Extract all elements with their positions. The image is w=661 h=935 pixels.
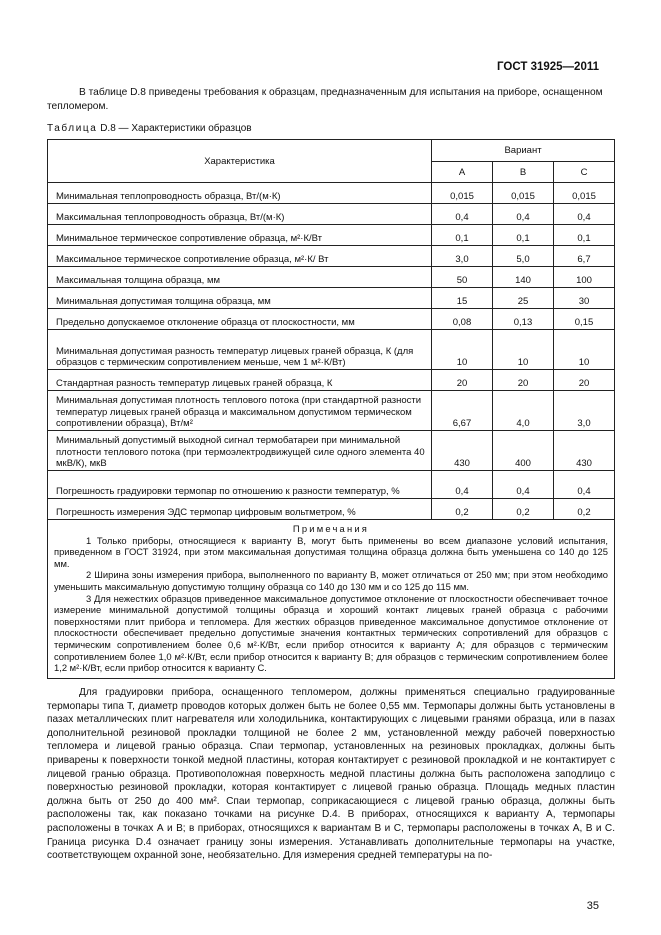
row-label: Предельно допускаемое отклонение образца от плоскостности, мм <box>48 309 432 330</box>
row-value-b: 4,0 <box>493 391 554 431</box>
row-value-c: 3,0 <box>554 391 615 431</box>
document-header: ГОСТ 31925—2011 <box>497 61 599 73</box>
row-value-a: 0,2 <box>432 499 493 520</box>
row-value-a: 6,67 <box>432 391 493 431</box>
body-text: Для градуировки прибора, оснащенного тепломером, должны применяться специально градуированные термопары типа T, диаметр проводов которых должен быть не более 0,55 мм. Термопары должны быть установлены в пазах металлических плит нагревателя или холодильника, контактирующих с лицевыми гранями образца, или в пазах дополнительной резиновой прокладки толщиной не более 2 мм, установленной между рабочей поверхностью тепломера и лицевой гранью образца. Спаи термопар, установленных на резиновых прокладках, должны быть приварены к поверхности тонкой медной пластины, которая контактирует с резиновой прокладкой и не контактирует с лицевой гранью образца. Противоположная поверхность медной пластины должна быть расположена заподлицо с поверхностью резиновой прокладки, которая контактирует с лицевой гранью образца. Площадь медных пластин должна быть от 250 до 400 мм². Спаи термопар, соприкасающиеся с лицевой гранью образца, должны быть расположены так, как показано точками на рисунке D.4. В приборах, относящихся к варианту А, термопары расположены в точках А и В; в приборах, относящихся к вариантам В и С, термопары расположены в точках А, В и С. Граница рисунка D.4 означает границу зоны измерения. Устанавливать дополнительные термопары на участке, соответствующем охранной зоне, необязательно. Для измерения средней температуры на по- <box>47 687 615 862</box>
row-value-b: 5,0 <box>493 246 554 267</box>
row-label: Минимальная теплопроводность образца, Вт/(м·К) <box>48 183 432 204</box>
row-value-c: 100 <box>554 267 615 288</box>
row-value-a: 3,0 <box>432 246 493 267</box>
row-value-a: 0,08 <box>432 309 493 330</box>
row-value-b: 0,1 <box>493 225 554 246</box>
row-value-b: 10 <box>493 330 554 370</box>
row-label: Минимальная допустимая толщина образца, мм <box>48 288 432 309</box>
row-value-b: 0,015 <box>493 183 554 204</box>
row-value-a: 0,1 <box>432 225 493 246</box>
table-row <box>48 330 615 370</box>
intro-paragraph: В таблице D.8 приведены требования к образцам, предназначенным для испытания на приборе, оснащенном тепломером. <box>47 87 603 112</box>
row-label: Погрешность градуировки термопар по отношению к разности температур, % <box>48 471 432 499</box>
row-value-b: 0,4 <box>493 471 554 499</box>
note-1: 1 Только приборы, относящиеся к варианту В, могут быть применены во всем диапазоне условий испытания, приведенном в ГОСТ 31924, при этом максимальная допустимая толщина образца должна быть уменьшена со 140 до 125 мм. <box>54 534 608 569</box>
table-caption-label: Таблица <box>47 123 98 134</box>
table-row <box>48 471 615 499</box>
row-label: Погрешность измерения ЭДС термопар цифровым вольтметром, % <box>48 499 432 520</box>
row-value-b: 20 <box>493 370 554 391</box>
table-body <box>48 183 615 520</box>
row-value-a: 430 <box>432 431 493 471</box>
row-value-c: 0,2 <box>554 499 615 520</box>
body-paragraph <box>47 686 615 863</box>
row-value-c: 6,7 <box>554 246 615 267</box>
row-value-c: 0,1 <box>554 225 615 246</box>
table-row <box>48 288 615 309</box>
page-number: 35 <box>586 900 599 912</box>
table-row <box>48 225 615 246</box>
row-label: Минимальный допустимый выходной сигнал термобатареи при минимальной плотности теплового потока (при термоэлектродвижущей силе одного элемента 40 мкВ/К), мкВ <box>48 431 432 471</box>
col-header-characteristic: Характеристика <box>48 140 432 183</box>
characteristics-table <box>47 139 615 679</box>
row-value-b: 140 <box>493 267 554 288</box>
notes-row <box>48 520 615 679</box>
table-caption-text: D.8 — Характеристики образцов <box>97 123 252 134</box>
table-row <box>48 499 615 520</box>
row-label: Максимальная толщина образца, мм <box>48 267 432 288</box>
row-value-a: 15 <box>432 288 493 309</box>
row-value-b: 0,2 <box>493 499 554 520</box>
table-row <box>48 267 615 288</box>
row-value-c: 0,4 <box>554 204 615 225</box>
row-label: Минимальная допустимая разность температур лицевых граней образца, К (для образцов с термическим сопротивлением меньше, чем 1 м²·К/Вт) <box>48 330 432 370</box>
row-value-a: 10 <box>432 330 493 370</box>
row-value-a: 0,015 <box>432 183 493 204</box>
row-value-b: 0,4 <box>493 204 554 225</box>
row-value-c: 30 <box>554 288 615 309</box>
notes-title: Примечания <box>292 523 370 534</box>
col-header-variant: Вариант <box>432 140 615 162</box>
table-notes <box>48 520 615 679</box>
table-row <box>48 246 615 267</box>
row-value-b: 0,13 <box>493 309 554 330</box>
table-head-row <box>48 140 615 162</box>
row-value-c: 430 <box>554 431 615 471</box>
row-value-a: 20 <box>432 370 493 391</box>
table-row <box>48 431 615 471</box>
row-value-b: 400 <box>493 431 554 471</box>
row-value-c: 0,4 <box>554 471 615 499</box>
variant-a-header: А <box>432 162 493 183</box>
note-3: 3 Для нежестких образцов приведенное максимальное допустимое отклонение от плоскостности обеспечивает точное измерение минимальной допустимой толщины образца и хороший контакт лицевых граней образца с рабочими поверхностями плит прибора и тепломера. Для жестких образцов приведенное максимальное допустимое отклонение от плоскостности обеспечивает предельно допустимые значения контактных термических сопротивлений для образцов с термическим сопротивлением более 0,6 м²·К/Вт, если прибор относится к варианту А; для образцов с термическим сопротивлением более 1,0 м²·К/Вт, если прибор относится к варианту В; для образцов с термическим сопротивлением более 1,2 м²·К/Вт, если прибор относится к варианту С. <box>54 592 608 674</box>
table-caption <box>47 123 252 134</box>
row-value-c: 0,15 <box>554 309 615 330</box>
row-value-b: 25 <box>493 288 554 309</box>
row-value-c: 20 <box>554 370 615 391</box>
table-row <box>48 183 615 204</box>
row-value-a: 0,4 <box>432 204 493 225</box>
row-label: Максимальное термическое сопротивление образца, м²·К/ Вт <box>48 246 432 267</box>
table-row <box>48 204 615 225</box>
row-value-c: 0,015 <box>554 183 615 204</box>
row-value-a: 0,4 <box>432 471 493 499</box>
variant-b-header: В <box>493 162 554 183</box>
variant-c-header: С <box>554 162 615 183</box>
row-label: Максимальная теплопроводность образца, Вт/(м·К) <box>48 204 432 225</box>
row-label: Стандартная разность температур лицевых граней образца, К <box>48 370 432 391</box>
row-value-a: 50 <box>432 267 493 288</box>
table-row <box>48 391 615 431</box>
table-row <box>48 370 615 391</box>
row-label: Минимальная допустимая плотность теплового потока (при стандартной разности температур лицевых граней образца и максимальном допустимом термическом сопротивлении образца), Вт/м² <box>48 391 432 431</box>
table-row <box>48 309 615 330</box>
row-value-c: 10 <box>554 330 615 370</box>
note-2: 2 Ширина зоны измерения прибора, выполненного по варианту В, может отличаться от 250 мм; при этом необходимо уменьшить максимальную допустимую толщину образца со 140 до 130 мм и со 125 до 115 мм. <box>54 569 608 592</box>
row-label: Минимальное термическое сопротивление образца, м²·К/Вт <box>48 225 432 246</box>
